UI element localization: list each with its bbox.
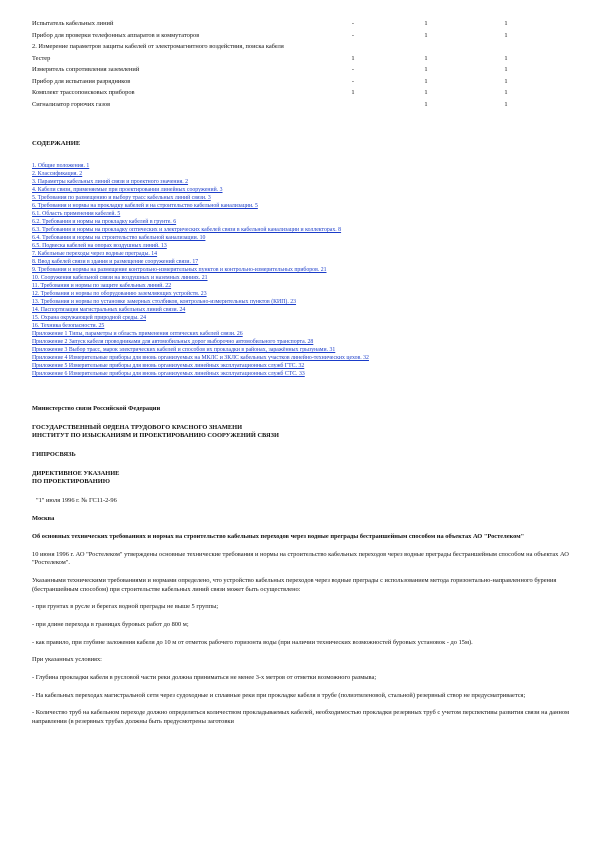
spacer [32, 647, 572, 656]
spacer [32, 683, 572, 692]
toc-link[interactable]: 6. Требования и нормы на прокладку кабелей и на строительство кабельной канализации. 5 [32, 203, 258, 209]
paragraph: Указанными техническими требованиями и нормами определено, что устройство кабельных переходов через водные преграды с использованием метода горизонтально-направленного бурения (бестраншейным способом) при строительстве кабельных линий связи может быть осуществлено: [32, 577, 557, 593]
table-row: 2. Измерение параметров защиты кабелей от электромагнитного воздействия, поиска кабеля [32, 43, 284, 51]
spacer [32, 594, 572, 603]
table-row: Испытатель кабельных линий - 1 1 [32, 20, 508, 27]
table-row: Измеритель сопротивления заземлений - 1 1 [32, 66, 508, 74]
toc-link[interactable]: 2. Классификация. 2 [32, 171, 83, 177]
spacer [32, 505, 572, 515]
directive-document [32, 405, 572, 726]
paragraph: - Глубина прокладки кабеля в русловой части реки должна приниматься не менее 3-х метров от отметки возможного размыва; [32, 673, 377, 681]
toc-link[interactable]: 12. Требования и нормы по оборудованию заземляющих устройств. 23 [32, 291, 207, 297]
table-row: Прибор для испытания разрядников - 1 1 [32, 77, 508, 85]
toc-link[interactable]: 6.4. Требования и нормы на строительство кабельной канализации. 10 [32, 235, 206, 241]
toc-link[interactable]: Приложение 4 Измерительные приборы для вновь организуемых на МКЛС и ЗКЛС кабельных участков линейно-технических цехов. 32 [32, 355, 369, 361]
table-row: Сигнализатор горючих газов 1 1 [32, 100, 508, 108]
toc-link[interactable]: Приложение 3 Выбор трасс, марок электрических кабелей и способов их прокладки в районах, заражённых грызунами. 31 [32, 347, 336, 353]
toc-link[interactable]: Приложение 5 Измерительные приборы для вновь организуемых линейных эксплуатационных служб ГТС. 32 [32, 363, 305, 369]
instruments-table [32, 20, 552, 112]
directive-title-1: ДИРЕКТИВНОЕ УКАЗАНИЕ [32, 469, 120, 477]
toc-link[interactable]: 7. Кабельные переходы через водные преграды. 14 [32, 251, 158, 257]
toc-link[interactable]: 8. Ввод кабелей связи в здания и размещение сооружений связи. 17 [32, 259, 199, 265]
city: Москва [32, 515, 55, 523]
spacer [32, 460, 572, 470]
toc-link[interactable]: Приложение 1 Типы, параметры и область применения оптических кабелей связи. 26 [32, 331, 243, 337]
table-row: Тестер 1 1 1 [32, 54, 508, 62]
paragraph: - Количество труб на кабельном переходе должно определяться количеством прокладываемых кабелей, необходимостью прокладки резервных труб с учетом перспективы развития связи на данном направлении (в резервных трубах должны быть предусмотрены заготовки [32, 709, 570, 725]
paragraph: - На кабельных переходах магистральной сети через судоходные и сплавные реки при прокладке кабеля в трубе (полиэтиленовой, стальной) резервный створ не предусматривается; [32, 691, 526, 699]
spacer [32, 487, 572, 497]
toc-link[interactable]: 3. Параметры кабельных линий связи и проектного значения. 2 [32, 179, 189, 185]
paragraph: - при длине перехода в границах буровых работ до 800 м; [32, 620, 189, 628]
spacer [32, 612, 572, 621]
toc-link[interactable]: 14. Паспортизация магистральных кабельных линий связи. 24 [32, 307, 186, 313]
toc-heading: СОДЕРЖАНИЕ [32, 140, 81, 147]
toc-link[interactable]: 6.1. Область применения кабелей. 5 [32, 211, 121, 217]
toc-link[interactable]: 6.3. Требования и нормы на прокладку оптических и электрических кабелей связи в кабельной канализации и коллекторах. 8 [32, 227, 342, 233]
institute-line-2: ИНСТИТУТ ПО ИЗЫСКАНИЯМ И ПРОЕКТИРОВАНИЮ СООРУЖЕНИЙ СВЯЗИ [32, 432, 279, 440]
toc-link[interactable]: 13. Требования и нормы по установке замерных столбиков, контрольно-измерительных пунктов (КИП). 23 [32, 299, 297, 305]
paragraph: - как правило, при глубине заложения кабеля до 10 м от отметок рабочего горизонта воды (при наличии технических возможностей буровых установок - до 15м). [32, 638, 473, 646]
toc-link[interactable]: 10. Сооружения кабельной связи на воздушных и наземных линиях. 21 [32, 275, 208, 281]
toc-link[interactable]: Приложение 2 Запуск кабеля проводниками для автомобильных дорог выборочно автомобильного транспорта. 28 [32, 339, 314, 345]
table-row: Прибор для проверки телефонных аппаратов и коммутаторов - 1 1 [32, 31, 508, 39]
spacer [32, 630, 572, 639]
table-row: Комплект трассопоисковых приборов 1 1 1 [32, 89, 508, 97]
toc-link[interactable]: 6.2. Требования и нормы на прокладку кабелей в грунте. 6 [32, 219, 177, 225]
toc-link[interactable]: 16. Техника безопасности. 25 [32, 323, 105, 329]
institute-abbrev: ГИПРОСВЯЗЬ [32, 450, 76, 458]
toc-link[interactable]: 4. Кабели связи, применяемые при проектировании линейных сооружений. 3 [32, 187, 223, 193]
paragraph: - при грунтах в русле и берегах водной преграды не выше 5 группы; [32, 603, 219, 611]
toc-link[interactable]: Приложение 6 Измерительные приборы для вновь организуемых линейных эксплуатационных служб СТС. 33 [32, 371, 305, 377]
spacer [32, 414, 572, 424]
ministry-name: Министерство связи Российской Федерации [32, 405, 161, 412]
institute-line-1: ГОСУДАРСТВЕННЫЙ ОРДЕНА ТРУДОВОГО КРАСНОГО ЗНАМЕНИ [32, 423, 243, 431]
toc-link[interactable]: 1. Общие положения. 1 [32, 163, 90, 169]
spacer [32, 441, 572, 451]
spacer [32, 700, 572, 709]
paragraph: 10 июня 1996 г. АО "Ростелеком" утверждены основные технические требования и нормы на строительство кабельных переходов через водные преграды бестраншейным способом на объектах АО "Ростелеком". [32, 550, 569, 567]
toc-link[interactable]: 6.5. Подвеска кабелей на опорах воздушных линий. 13 [32, 243, 167, 249]
document-number: "1" июля 1996 г. № ГС11-2-96 [36, 496, 117, 504]
table-of-contents [32, 162, 572, 378]
spacer [32, 568, 572, 577]
spacer [32, 524, 572, 533]
toc-link[interactable]: 9. Требования и нормы на размещение контрольно-измерительных пунктов и контрольно-измерительных приборов. 21 [32, 267, 327, 273]
paragraph: При указанных условиях: [32, 656, 102, 664]
spacer [32, 665, 572, 674]
toc-link[interactable]: 15. Охрана окружающей природной среды. 24 [32, 315, 146, 321]
spacer [32, 542, 572, 551]
toc-link[interactable]: 5. Требования по размещению и выбору трасс кабельных линий связи. 3 [32, 195, 211, 201]
directive-title-2: ПО ПРОЕКТИРОВАНИЮ [32, 478, 110, 486]
document-subject: Об основных технических требованиях и нормах на строительство кабельных переходов через водные преграды бестраншейным способом на объектах АО "Ростелеком" [32, 533, 525, 541]
toc-link[interactable]: 11. Требования и нормы по защите кабельных линий. 22 [32, 283, 172, 289]
